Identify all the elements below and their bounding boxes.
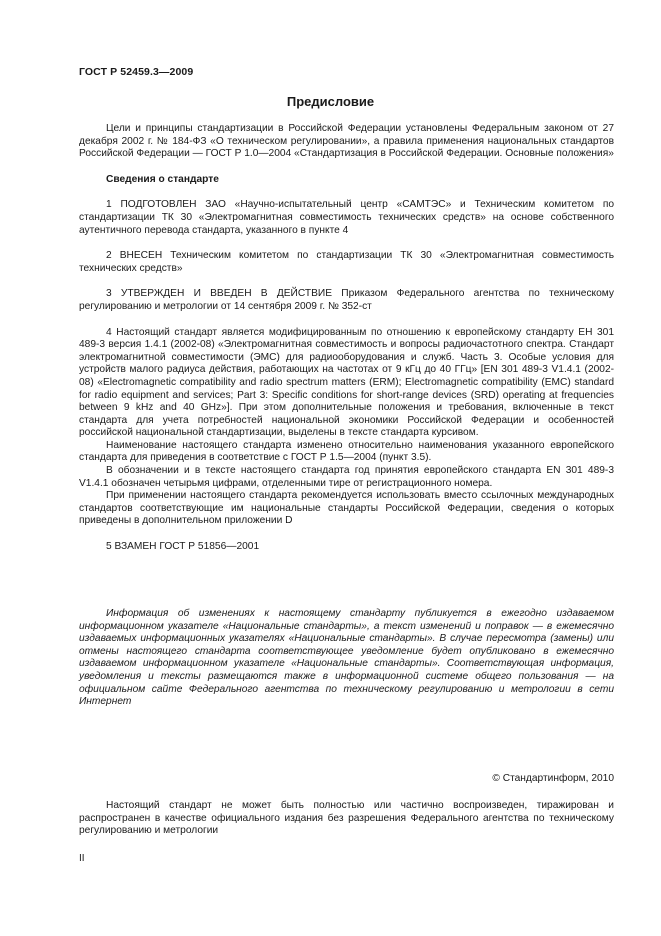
standard-code-header: ГОСТ Р 52459.3—2009	[79, 66, 194, 78]
reproduction-notice-text: Настоящий стандарт не может быть полностью или частично воспроизведен, тиражирован и распространен в качестве официального издания без разрешения Федерального агентства по техническому регулированию и метрологии	[79, 800, 614, 837]
reproduction-notice	[79, 800, 614, 838]
item-2-introduced: 2 ВНЕСЕН Техническим комитетом по стандартизации ТК 30 «Электромагнитная совместимость технических средств»	[79, 250, 614, 274]
copyright-line: © Стандартинформ, 2010	[492, 773, 614, 784]
item-1-prepared: 1 ПОДГОТОВЛЕН ЗАО «Научно-испытательный центр «САМТЭС» и Техническим комитетом по стандартизации ТК 30 «Электромагнитная совместимость технических средств» на основе собственного аутентичного перевода стандарта, указанного в пункте 4	[79, 199, 614, 236]
intro-paragraph: Цели и принципы стандартизации в Российской Федерации установлены Федеральным законом от 27 декабря 2002 г. № 184-ФЗ «О техническом регулировании», а правила применения национальных стандартов Российской Федерации — ГОСТ Р 1.0—2004 «Стандартизация в Российской Федерации. Основные положения»	[79, 123, 614, 160]
page-number: II	[79, 853, 85, 864]
item-4-designation: В обозначении и в тексте настоящего стандарта год принятия европейского стандарта EN 301 489-3 V1.4.1 обозначен четырьмя цифрами, отделенными тире от регистрационного номера.	[79, 465, 614, 489]
item-5-replaces: 5 ВЗАМЕН ГОСТ Р 51856—2001	[106, 541, 260, 553]
info-heading: Сведения о стандарте	[106, 173, 219, 185]
item-3-approved: 3 УТВЕРЖДЕН И ВВЕДЕН В ДЕЙСТВИЕ Приказом Федерального агентства по техническому регулированию и метрологии от 14 сентября 2009 г. № 352-ст	[79, 288, 614, 312]
item-4-modified: 4 Настоящий стандарт является модифицированным по отношению к европейскому стандарту ЕН 301 489-3 версия 1.4.1 (2002-08) «Электромагнитная совместимость и вопросы радиочастотного спектра. Стандарт электромагнитной совместимости (ЭМС) для радиооборудования и служб. Часть 3. Особые условия для устройств малого радиуса действия, работающих на частотах от 9 кГц до 40 ГГц» [EN 301 489-3 V1.4.1 (2002-08) «Electromagnetic compatibility and radio spectrum matters (ERM); Electromagnetic compatibility (EMC) standard for radio equipment and services; Part 3: Specific conditions for short-range devices (SRD) operating at frequencies between 9 kHz and 40 GHz»]. При этом дополнительные положения и требования, включенные в текст стандарта для учета потребностей национальной экономики Российской Федерации и особенностей российской национальной стандартизации, выделены в тексте стандарта курсивом.	[79, 326, 614, 439]
item-4-references: При применении настоящего стандарта рекомендуется использовать вместо ссылочных международных стандартов соответствующие им национальные стандарты Российской Федерации, сведения о которых приведены в дополнительном приложении D	[79, 490, 614, 527]
item-4-name-change: Наименование настоящего стандарта изменено относительно наименования указанного европейского стандарта для приведения в соответствие с ГОСТ Р 1.5—2004 (пункт 3.5).	[79, 439, 614, 464]
page-title: Предисловие	[286, 94, 375, 109]
changes-info-block	[79, 608, 614, 709]
changes-info-text: Информация об изменениях к настоящему стандарту публикуется в ежегодно издаваемом информационном указателе «Национальные стандарты», а текст изменений и поправок — в ежемесячно издаваемых информационных указателях «Национальные стандарты». В случае пересмотра (замены) или отмены настоящего стандарта соответствующее уведомление будет опубликовано в ежемесячно издаваемом информационном указателе «Национальные стандарты». Соответствующая информация, уведомления и тексты размещаются также в информационной системе общего пользования — на официальном сайте Федерального агентства по техническому регулированию и метрологии в сети Интернет	[79, 608, 614, 708]
foreword-body	[79, 123, 614, 554]
